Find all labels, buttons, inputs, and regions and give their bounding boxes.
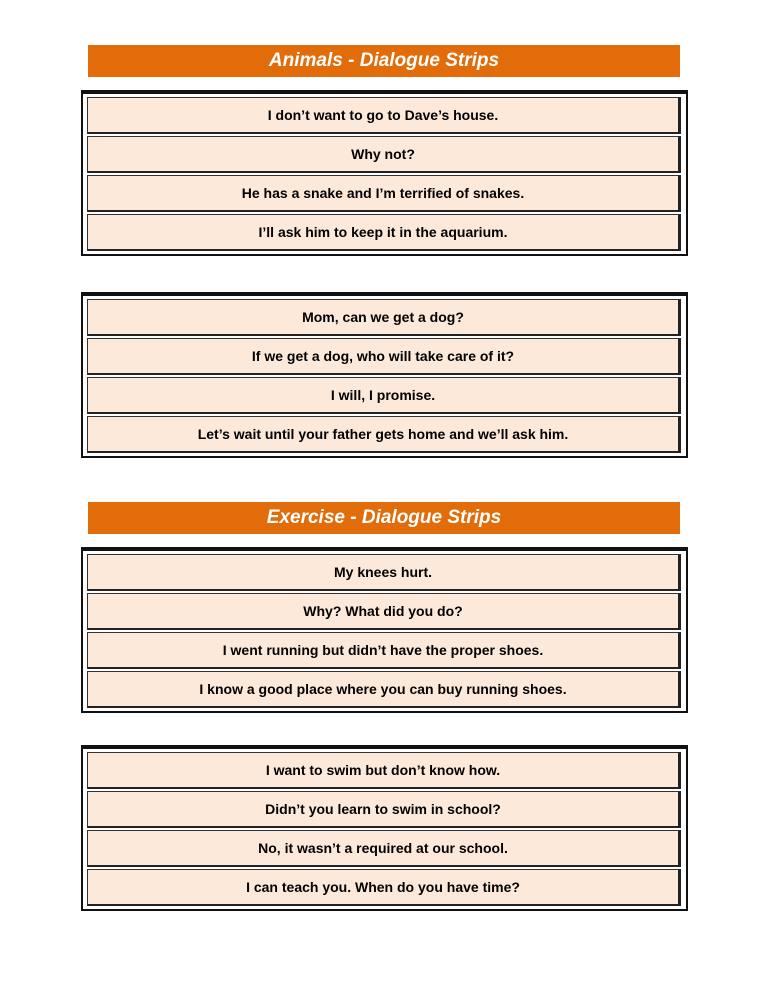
dialogue-strip: I’ll ask him to keep it in the aquarium. — [87, 214, 681, 251]
dialogue-strip: I don’t want to go to Dave’s house. — [87, 97, 681, 134]
dialogue-strip: My knees hurt. — [87, 554, 681, 591]
dialogue-strip: Let’s wait until your father gets home and we’ll ask him. — [87, 416, 681, 453]
dialogue-strip: I can teach you. When do you have time? — [87, 869, 681, 906]
dialogue-strip: Why? What did you do? — [87, 593, 681, 630]
section-banner-exercise: Exercise - Dialogue Strips — [88, 502, 680, 534]
dialogue-strip: If we get a dog, who will take care of it? — [87, 338, 681, 375]
dialogue-strip: I know a good place where you can buy running shoes. — [87, 671, 681, 708]
dialogue-strip-table-animals-1 — [81, 90, 688, 256]
dialogue-strip: I will, I promise. — [87, 377, 681, 414]
dialogue-strip-table-exercise-2 — [81, 745, 688, 911]
dialogue-strip-table-exercise-1 — [81, 547, 688, 713]
dialogue-strip: Mom, can we get a dog? — [87, 299, 681, 336]
dialogue-strip: I went running but didn’t have the proper shoes. — [87, 632, 681, 669]
dialogue-strip-table-animals-2 — [81, 292, 688, 458]
dialogue-strip: He has a snake and I’m terrified of snakes. — [87, 175, 681, 212]
dialogue-strip: Didn’t you learn to swim in school? — [87, 791, 681, 828]
dialogue-strip: No, it wasn’t a required at our school. — [87, 830, 681, 867]
dialogue-strip: I want to swim but don’t know how. — [87, 752, 681, 789]
dialogue-strip: Why not? — [87, 136, 681, 173]
section-banner-animals: Animals - Dialogue Strips — [88, 45, 680, 77]
